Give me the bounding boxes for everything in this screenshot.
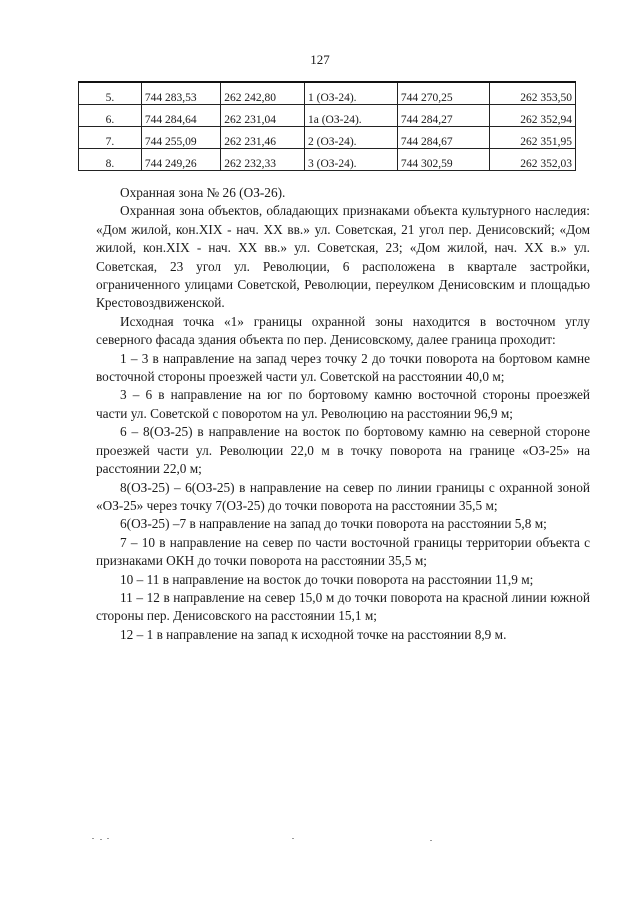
coordinates-table [78,81,576,171]
body-text [96,184,590,644]
table-cell: 262 231,46 [221,127,305,149]
table-cell: 262 232,33 [221,149,305,171]
scan-speck [430,840,432,841]
table-cell: 6. [79,105,142,127]
paragraph-segment-12-1: 12 – 1 в направление на запад к исходной точке на расстоянии 8,9 м. [120,626,507,642]
coordinates-table-body [79,82,576,171]
table-row [79,149,576,171]
table-cell: 262 351,95 [490,127,576,149]
scan-speck [100,839,102,840]
paragraph-segment-3-6: 3 – 6 в направление на юг по бортовому камню восточной стороны проезжей части ул. Советской с поворотом на ул. Революцию на расстоянии 96,9 м; [96,387,590,421]
table-cell: 744 302,59 [397,149,490,171]
paragraph-zone-description: Охранная зона объектов, обладающих признаками объекта культурного наследия: «Дом жилой, кон.XIX - нач. XX вв.» ул. Советская, 21 угол пер. Денисовский; «Дом жилой, кон.XIX - нач. XX вв.» ул. Советская, 23; «Дом жилой, нач. XX в.» ул. Советская, 23 угол ул. Революции, 6 расположена в квартале застройки, ограниченного улицами Советской, Революции, переулком Денисовским и площадью Крестовоздвиженской. [96,203,590,311]
table-row [79,127,576,149]
table-cell: 744 284,64 [141,105,220,127]
table-row [79,105,576,127]
paragraph-segment-1-3: 1 – 3 в направление на запад через точку 2 до точки поворота на бортовом камне восточной стороны проезжей части ул. Советской на расстоянии 40,0 м; [96,350,590,385]
table-cell: 1 (ОЗ-24). [304,82,397,105]
paragraph-segment-10-11: 10 – 11 в направление на восток до точки поворота на расстоянии 11,9 м; [120,571,534,587]
zone-title: Охранная зона № 26 (ОЗ-26). [120,185,286,200]
table-cell: 2 (ОЗ-24). [304,127,397,149]
paragraph-segment-8-6: 8(ОЗ-25) – 6(ОЗ-25) в направление на север по линии границы с охранной зоной «ОЗ-25» через точку 7(ОЗ-25) до точки поворота на расстоянии 35,5 м; [96,479,590,513]
paragraph-segment-11-12: 11 – 12 в направление на север 15,0 м до точки поворота на красной линии южной стороны пер. Денисовского на расстоянии 15,1 м; [96,589,590,624]
table-cell: 744 270,25 [397,82,490,105]
table-cell: 262 231,04 [221,105,305,127]
paragraph-start-point: Исходная точка «1» границы охранной зоны находится в восточном углу северного фасада здания объекта по пер. Денисовскому, далее граница проходит: [96,313,590,348]
paragraph-segment-6-7: 6(ОЗ-25) –7 в направление на запад до точки поворота на расстоянии 5,8 м; [120,516,547,532]
table-cell: 262 352,03 [490,149,576,171]
table-cell: 744 255,09 [141,127,220,149]
table-cell: 3 (ОЗ-24). [304,149,397,171]
table-cell: 262 242,80 [221,82,305,105]
table-cell: 744 283,53 [141,82,220,105]
table-cell: 8. [79,149,142,171]
table-cell: 744 249,26 [141,149,220,171]
scan-speck [292,838,294,839]
table-cell: 262 353,50 [490,82,576,105]
table-cell: 262 352,94 [490,105,576,127]
table-cell: 1а (ОЗ-24). [304,105,397,127]
table-cell: 744 284,27 [397,105,490,127]
paragraph-segment-6-8: 6 – 8(ОЗ-25) в направление на восток по бортовому камню на северной стороне проезжей части ул. Революции 22,0 м в точку поворота на границе «ОЗ-25» на расстоянии 22,0 м; [96,424,590,477]
paragraph-segment-7-10: 7 – 10 в направление на север по части восточной границы территории объекта с признаками ОКН до точки поворота на расстоянии 35,5 м; [96,534,590,569]
page-number: 127 [310,52,330,67]
table-cell: 7. [79,127,142,149]
scan-speck [92,838,94,839]
table-row [79,82,576,105]
table-cell: 744 284,67 [397,127,490,149]
scan-speck [107,838,109,839]
table-cell: 5. [79,82,142,105]
